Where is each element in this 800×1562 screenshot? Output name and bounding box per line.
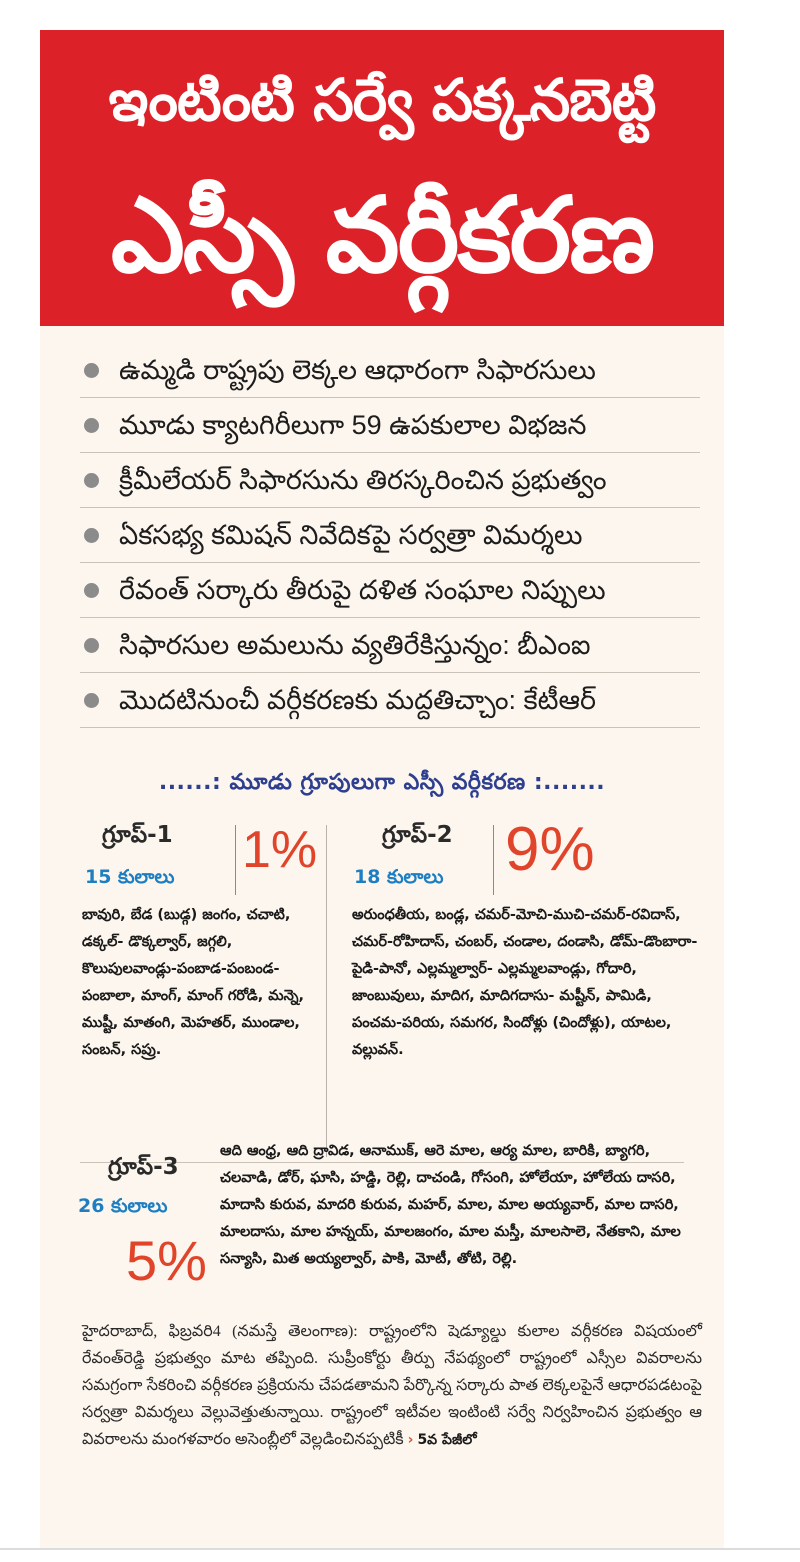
group-3-label: గ్రూప్-3 — [108, 1154, 179, 1180]
bullet-item — [80, 398, 700, 453]
section-title: ......: మూడు గ్రూపులుగా ఎస్సీ వర్గీకరణ :....... — [158, 770, 606, 795]
bullet-text: క్రీమీలేయర్ సిఫారసును తిరస్కరించిన ప్రభుత్వం — [119, 465, 607, 495]
headline-line-1: ఇంటింటి సర్వే పక్కనబెట్టి — [108, 66, 656, 134]
bullet-item — [80, 343, 700, 398]
bullet-text: మొదటినుంచీ వర్గీకరణకు మద్దతిచ్చాం: కేటీఆర్ — [119, 685, 597, 715]
bullet-item — [80, 618, 700, 673]
group-2-label: గ్రూప్-2 — [382, 822, 453, 848]
bullet-item — [80, 563, 700, 618]
group-2-count: 18 కులాలు — [354, 866, 444, 888]
bullet-dot-icon — [84, 363, 99, 378]
bullet-text: ఉమ్మడి రాష్ట్రపు లెక్కల ఆధారంగా సిఫారసులు — [119, 355, 596, 385]
group-3-castes: ఆది ఆంధ్ర, ఆది ద్రావిడ, ఆనాముక్, ఆరె మాల, ఆర్య మాల, బారికి, బ్యాగరి, చలవాడి, డోర్, ఘాసి, హడ్డి, రెల్లి, దాచండి, గోసంగి, హోలేయా, హోలేయ దాసరి, మాదాసి కురువ, మాదరి కురువ, మహర్, మాల, మాల అయ్యవార్, మాల దాసరి, మాలదాసు, మాల హన్నయ్, మాలజంగం, మాల మస్తీ, మాలసాలె, నేతకాని, మాల సన్యాసి, మిత అయ్యల్వార్, పాకి, మోటీ, తోటి, రెల్లి. — [220, 1143, 681, 1267]
page-edge-line — [0, 1548, 800, 1550]
bullet-dot-icon — [84, 583, 99, 598]
column-divider — [326, 825, 327, 1157]
bullet-dot-icon — [84, 473, 99, 488]
news-clipping — [40, 30, 724, 1550]
group-1-divider — [235, 825, 236, 895]
group-1-label: గ్రూప్-1 — [102, 822, 173, 848]
continued-link[interactable]: 5వ పేజీలో — [417, 1432, 477, 1448]
bullet-dot-icon — [84, 638, 99, 653]
group-3-percent: 5% — [126, 1229, 207, 1292]
bullet-text: ఏకసభ్య కమిషన్ నివేదికపై సర్వత్రా విమర్శలు — [119, 520, 583, 550]
bullet-item — [80, 453, 700, 508]
group-2-percent: 9% — [505, 815, 595, 884]
bullet-dot-icon — [84, 418, 99, 433]
group-3-count: 26 కులాలు — [78, 1195, 168, 1217]
bullet-item — [80, 508, 700, 563]
bullet-dot-icon — [84, 693, 99, 708]
group-1-castes: బావురి, బేడ (బుడ్గ) జంగం, చచాటి, డక్కల్- డొక్కల్వార్, జగ్గలి, కొలుపులవాండ్లు-పంబాడ-పంబండ-పంబాలా, మాంగ్, మాంగ్ గరోడి, మన్నె, ముష్టీ, మాతంగి, మెహతర్, ముండాల, సంబన్, సప్రు. — [82, 907, 305, 1058]
continued-arrow-icon: › — [407, 1432, 414, 1448]
article-body — [82, 1318, 702, 1454]
group-2-castes: అరుంధతీయ, బండ్ల, చమర్-మోచి-ముచి-చమర్-రవిదాస్, చమర్-రోహిదాస్, చంబర్, చండాల, దండాసి, డోమ్-డొంబారా-పైడి-పానో, ఎల్లమ్మల్వార్- ఎల్లమ్మలవాండ్లు, గోదారి, జాంబువులు, మాదిగ, మాదిగదాసు- మష్టీన్, పామిడి, పంచమ-పరియ, సమగర, సిందోళ్లు (చిందోళ్లు), యాటల, వల్లువన్. — [352, 907, 698, 1058]
bullet-text: రేవంత్ సర్కారు తీరుపై దళిత సంఘాల నిప్పులు — [119, 575, 606, 605]
bullet-text: మూడు క్యాటగిరీలుగా 59 ఉపకులాల విభజన — [119, 410, 587, 440]
bullet-item — [80, 673, 700, 728]
bullet-text: సిఫారసుల అమలును వ్యతిరేకిస్తున్నం: బీఎంఐ — [119, 630, 591, 660]
group-2-divider — [493, 825, 494, 895]
article-text: హైదరాబాద్, ఫిబ్రవరి4 (నమస్తే తెలంగాణ): రాష్ట్రంలోని షెడ్యూల్డు కులాల వర్గీకరణ విషయంలో రేవంత్‌రెడ్డి ప్రభుత్వం మాట తప్పింది. సుప్రీంకోర్టు తీర్పు నేపథ్యంలో రాష్ట్రంలో ఎస్సీల వివరాలను సమగ్రంగా సేకరించి వర్గీకరణ ప్రక్రియను చేపడతామని పేర్కొన్న సర్కారు పాత లెక్కలపైనే ఆధారపడటంపై సర్వత్రా విమర్శలు వెల్లువెత్తుతున్నాయి. రాష్ట్రంలో ఇటీవల ఇంటింటి సర్వే నిర్వహించిన ప్రభుత్వం ఆ వివరాలను మంగళవారం అసెంబ్లీలో వెల్లడించినప్పటికీ — [82, 1323, 702, 1448]
bullet-list — [80, 343, 700, 728]
bullet-dot-icon — [84, 528, 99, 543]
group-1-percent: 1% — [242, 821, 318, 879]
headline-line-2: ఎస్సీ వర్గీకరణ — [110, 174, 654, 296]
headline-banner — [40, 30, 724, 326]
group-1-count: 15 కులాలు — [85, 866, 175, 888]
